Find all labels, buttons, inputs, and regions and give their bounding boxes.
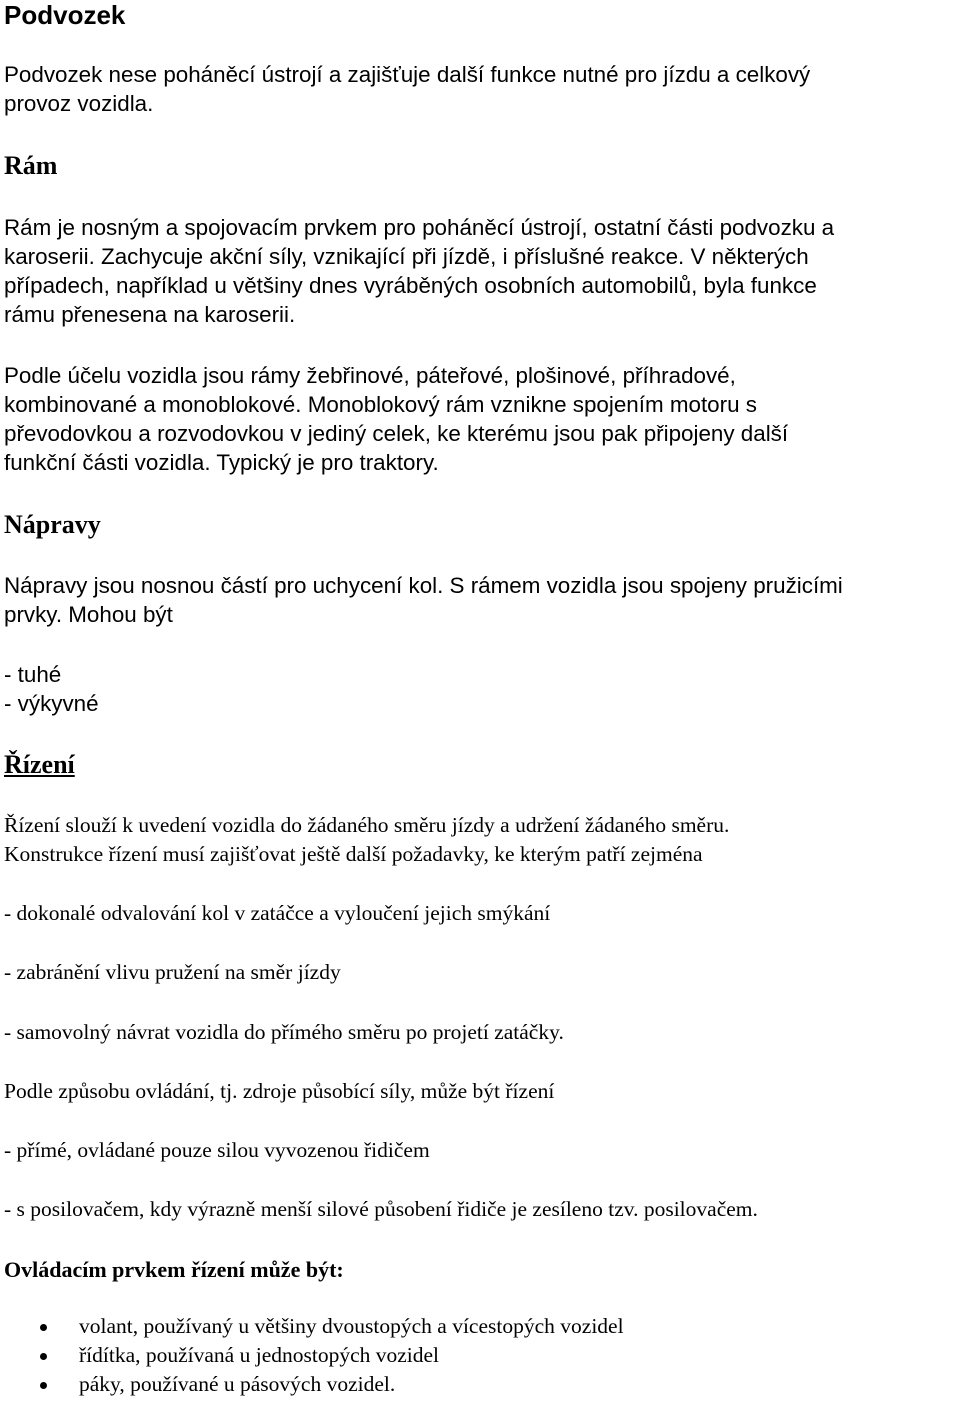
requirement-3: - samovolný návrat vozidla do přímého směru po projetí zatáčky.	[4, 1020, 564, 1044]
paragraph-ram-types	[4, 361, 788, 477]
list-napravy-types	[4, 660, 99, 718]
text-line: Nápravy jsou nosnou částí pro uchycení kol. S rámem vozidla jsou spojeny pružicími	[4, 573, 843, 598]
text-line: provoz vozidla.	[4, 91, 154, 116]
text-line: Konstrukce řízení musí zajišťovat ještě další požadavky, ke kterým patří zejména	[4, 842, 703, 866]
requirement-2: - zabránění vlivu pružení na směr jízdy	[4, 960, 341, 984]
text-line: Rám je nosným a spojovacím prvkem pro poháněcí ústrojí, ostatní části podvozku a	[4, 215, 835, 240]
bullet-icon	[40, 1353, 47, 1360]
text-line: funkční části vozidla. Typický je pro traktory.	[4, 450, 439, 475]
heading-rizeni: Řízení	[4, 750, 75, 779]
list-item: - tuhé	[4, 662, 62, 687]
text-line: kombinované a monoblokové. Monoblokový rám vznikne spojením motoru s	[4, 392, 757, 417]
paragraph-podvozek	[4, 60, 810, 118]
requirement-1: - dokonalé odvalování kol v zatáčce a vyloučení jejich smýkání	[4, 901, 551, 925]
text-line: Podle účelu vozidla jsou rámy žebřinové, páteřové, plošinové, příhradové,	[4, 363, 736, 388]
list-item-label: páky, používané u pásových vozidel.	[79, 1372, 396, 1396]
list-item-label: volant, používaný u většiny dvoustopých a vícestopých vozidel	[79, 1314, 624, 1338]
heading-napravy: Nápravy	[4, 510, 101, 539]
paragraph-napravy	[4, 571, 843, 629]
list-item-label: řídítka, používaná u jednostopých vozidel	[79, 1343, 440, 1367]
bullet-icon	[40, 1324, 47, 1331]
list-item: - výkyvné	[4, 691, 99, 716]
paragraph-rizeni-types: Podle způsobu ovládání, tj. zdroje působící síly, může být řízení	[4, 1079, 555, 1103]
text-line: karoserii. Zachycuje akční síly, vznikající při jízdě, i příslušné reakce. V některých	[4, 244, 809, 269]
text-line: převodovkou a rozvodovkou v jediný celek, ke kterému jsou pak připojeny další	[4, 421, 789, 446]
paragraph-ram-definition	[4, 213, 834, 329]
text-line: rámu přenesena na karoserii.	[4, 302, 296, 327]
rizeni-type-1: - přímé, ovládané pouze silou vyvozenou řidičem	[4, 1138, 430, 1162]
text-line: prvky. Mohou být	[4, 602, 173, 627]
heading-podvozek: Podvozek	[4, 0, 126, 30]
paragraph-rizeni	[4, 811, 729, 869]
bullet-icon	[40, 1382, 47, 1389]
heading-controls: Ovládacím prvkem řízení může být:	[4, 1257, 344, 1282]
text-line: Podvozek nese poháněcí ústrojí a zajišťuje další funkce nutné pro jízdu a celkový	[4, 62, 811, 87]
heading-ram: Rám	[4, 151, 58, 180]
text-line: případech, například u většiny dnes vyráběných osobních automobilů, byla funkce	[4, 273, 817, 298]
text-line: Řízení slouží k uvedení vozidla do žádaného směru jízdy a udržení žádaného směru.	[4, 813, 730, 837]
rizeni-type-2: - s posilovačem, kdy výrazně menší silové působení řidiče je zesíleno tzv. posilovačem.	[4, 1197, 758, 1221]
